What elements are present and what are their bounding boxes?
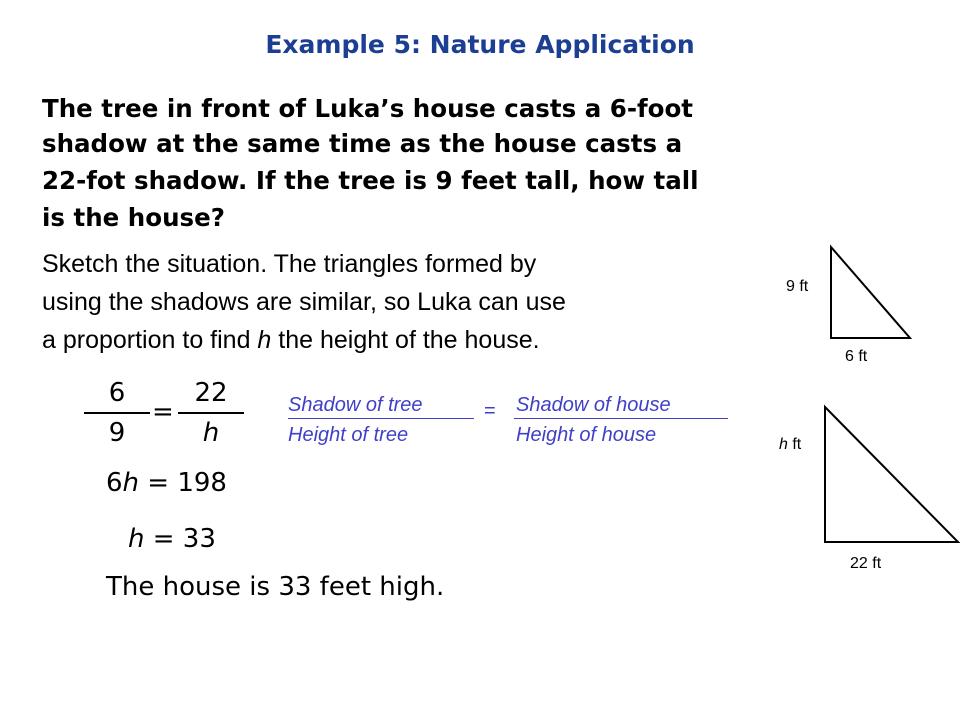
- problem-line-2: shadow at the same time as the house casts a: [42, 129, 683, 158]
- proportion-left-denominator: 9: [108, 418, 126, 448]
- word-right-denominator: Height of house: [516, 424, 657, 446]
- sketch-line-3-after: the height of the house.: [271, 326, 540, 354]
- house-height-label: [779, 436, 801, 454]
- tree-triangle: [831, 247, 910, 338]
- sketch-line-2: using the shadows are similar, so Luka can use: [42, 288, 566, 316]
- house-triangle: [825, 407, 958, 542]
- step-1-rest: = 198: [139, 468, 227, 498]
- sketch-line-3-var: h: [257, 326, 272, 354]
- word-equals: =: [484, 400, 496, 422]
- house-base-label: 22 ft: [850, 555, 882, 572]
- house-height-unit: ft: [787, 436, 802, 453]
- house-height-variable: h: [779, 436, 788, 453]
- word-left-numerator: Shadow of tree: [288, 394, 423, 416]
- word-left-denominator: Height of tree: [288, 424, 409, 446]
- slide-title: Example 5: Nature Application: [265, 30, 695, 59]
- step-1-variable: h: [122, 468, 140, 498]
- word-right-numerator: Shadow of house: [516, 394, 671, 416]
- sketch-line-3-before: a proportion to find: [42, 326, 258, 354]
- problem-line-3: 22-fot shadow. If the tree is 9 feet tall, how tall: [42, 166, 699, 195]
- proportion-equals: =: [152, 397, 174, 427]
- problem-line-4: is the house?: [42, 203, 225, 232]
- step-2-rest: = 33: [144, 524, 216, 554]
- answer: The house is 33 feet high.: [106, 572, 445, 602]
- proportion-right-numerator: 22: [194, 378, 228, 408]
- proportion-right-denominator: h: [202, 418, 220, 448]
- tree-height-label: 9 ft: [786, 278, 809, 295]
- tree-base-label: 6 ft: [845, 348, 868, 365]
- step-1-coefficient: 6: [106, 468, 123, 498]
- sketch-line-1: Sketch the situation. The triangles formed by: [42, 250, 537, 278]
- problem-line-1: The tree in front of Luka’s house casts a 6-foot: [42, 94, 694, 123]
- proportion-left-numerator: 6: [108, 378, 126, 408]
- step-2-variable: h: [128, 524, 145, 554]
